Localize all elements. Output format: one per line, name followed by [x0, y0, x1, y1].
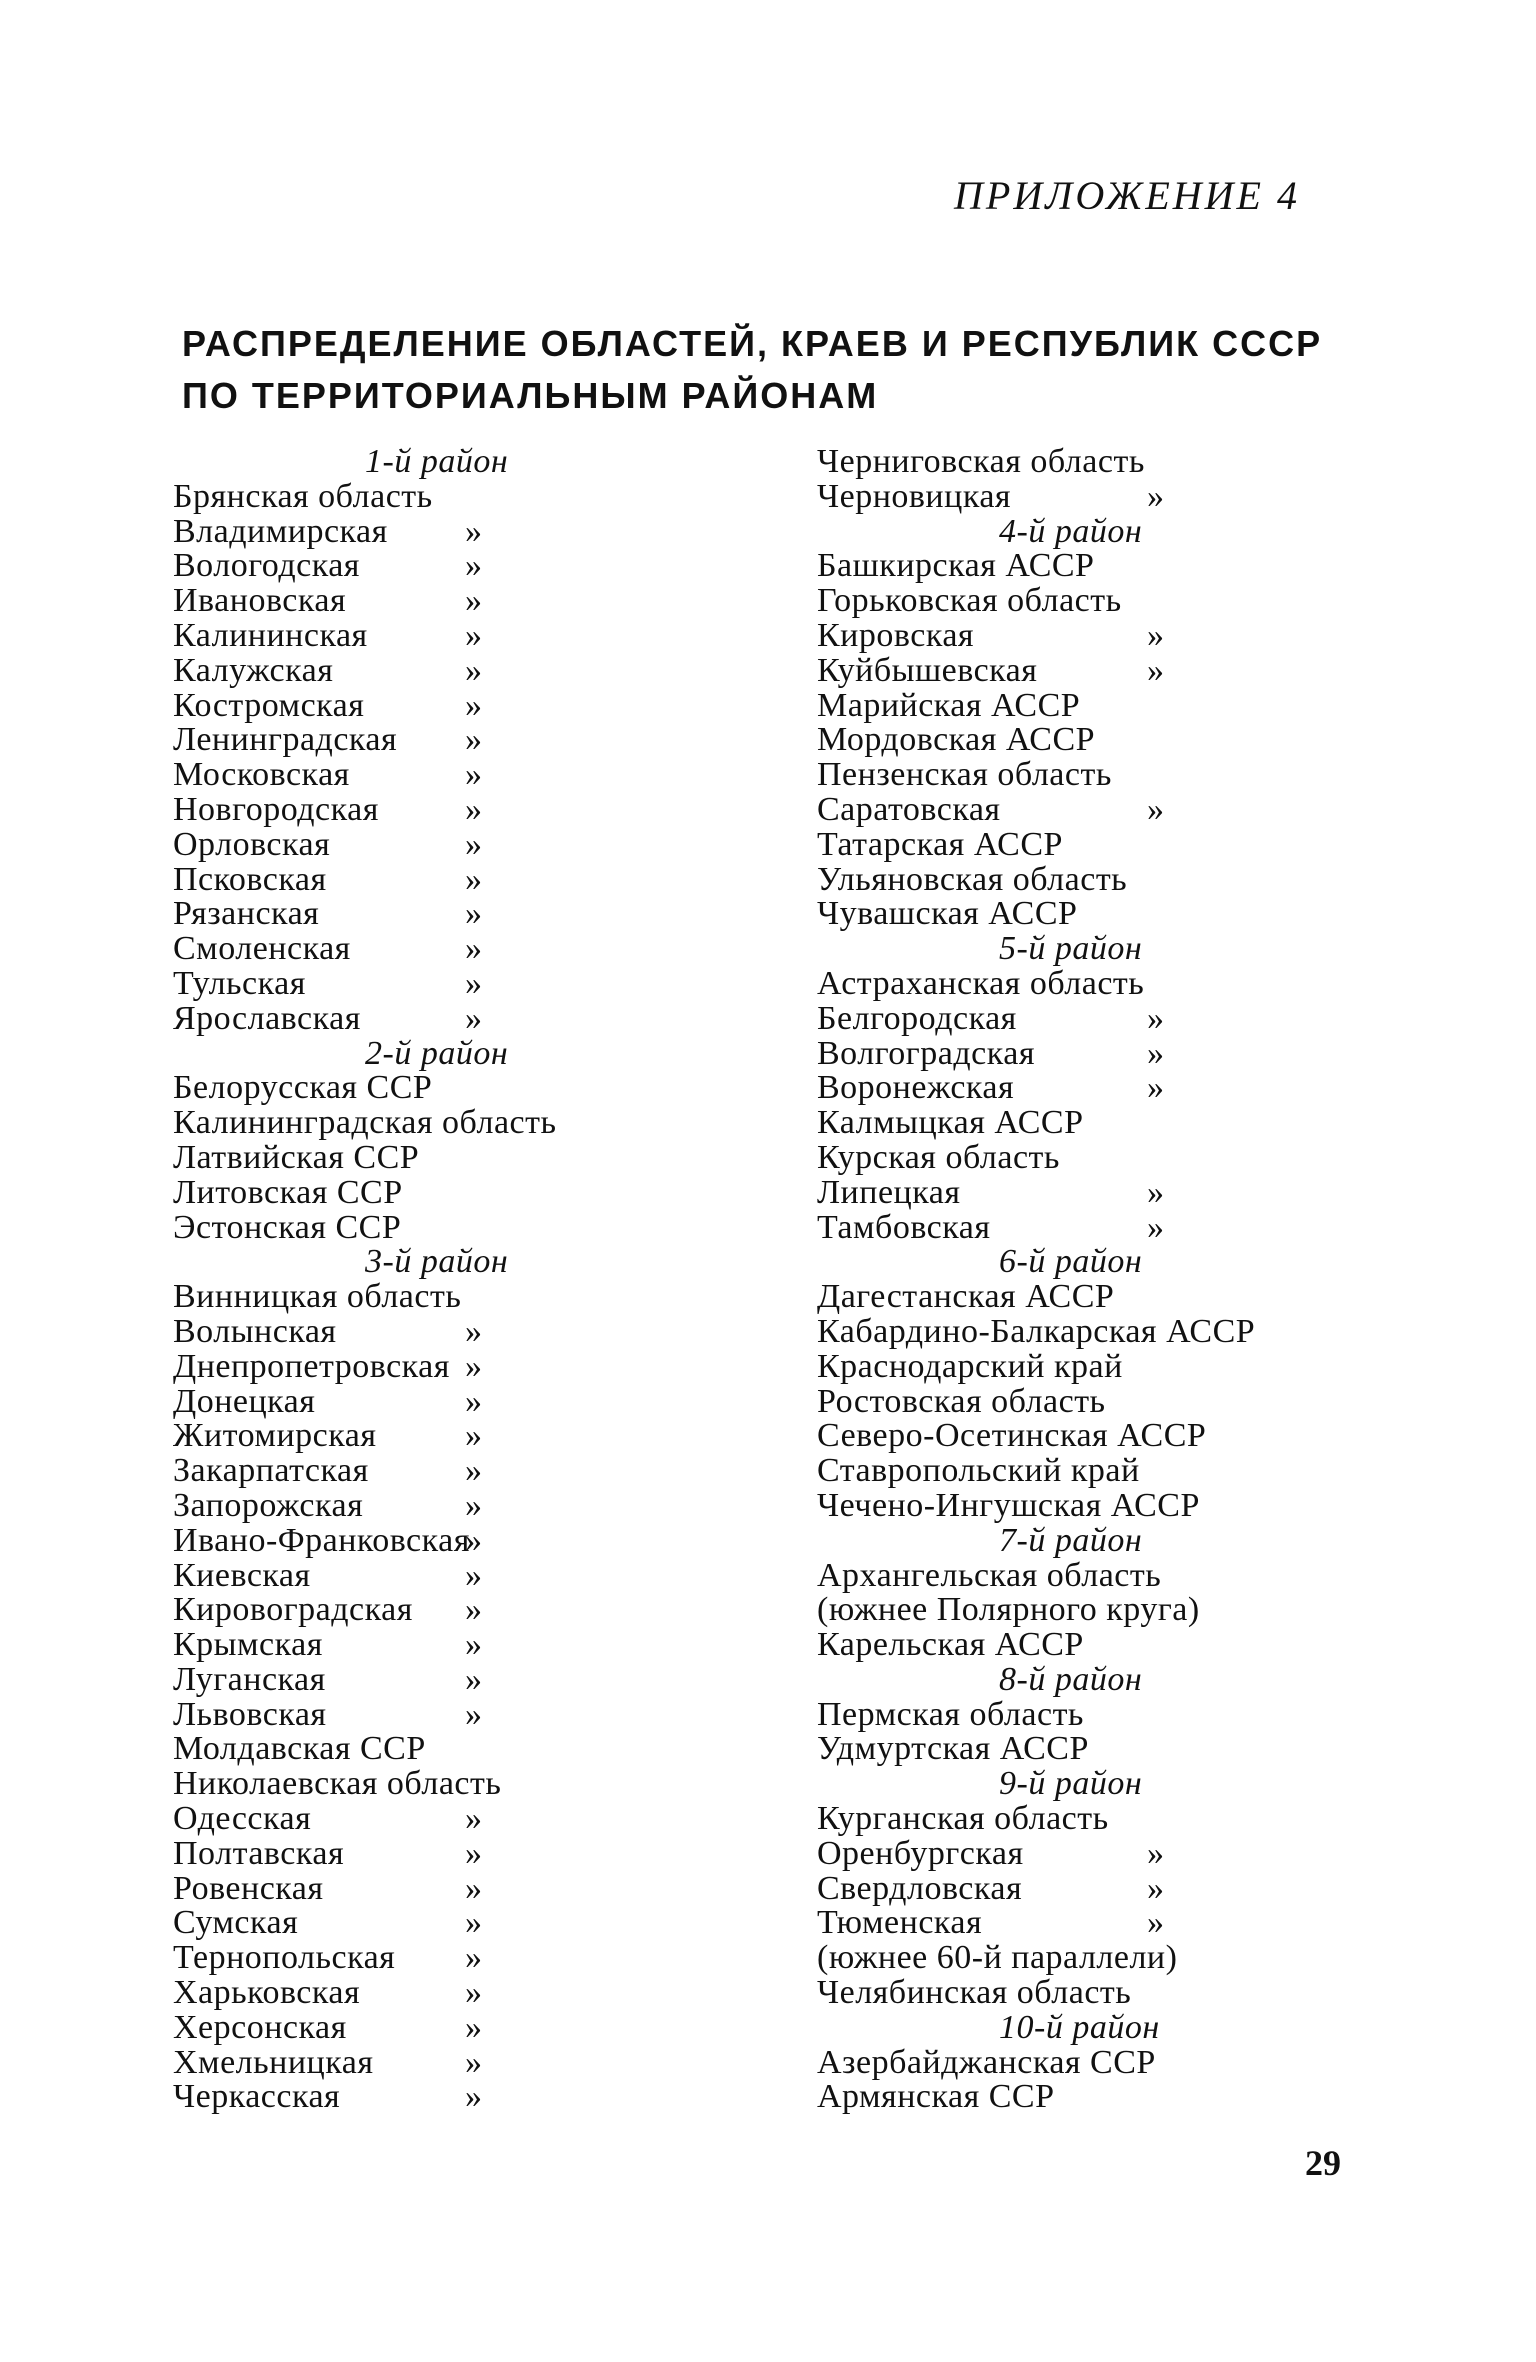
district-heading: 6-й район: [999, 1243, 1143, 1281]
ditto-mark: »: [465, 860, 483, 898]
region-row: [817, 686, 1377, 724]
region-row: [817, 1869, 1377, 1907]
district-heading: 1-й район: [365, 443, 509, 480]
region-row: [173, 1071, 633, 1106]
region-name: Сумская: [173, 1904, 299, 1942]
region-name: Кабардино-Балкарская АССР: [817, 1312, 1256, 1350]
district-heading-row: [173, 445, 633, 480]
region-name: Армянская ССР: [817, 2078, 1055, 2116]
region-row: [173, 549, 633, 584]
page-title: [182, 318, 1362, 422]
region-row: [817, 1208, 1377, 1246]
region-row: [817, 1106, 1377, 1141]
region-name: Черкасская: [173, 2078, 341, 2116]
region-name: Латвийская ССР: [173, 1138, 420, 1176]
district-heading: 10-й район: [999, 2008, 1160, 2046]
district-heading-row: [817, 1767, 1377, 1802]
region-row: [817, 549, 1377, 584]
region-name: Новгородская: [173, 790, 379, 828]
region-row: [817, 445, 1377, 480]
region-name: Днепропетровская: [173, 1347, 450, 1385]
region-name: Смоленская: [173, 930, 351, 968]
region-name: Вологодская: [173, 547, 360, 585]
region-name: Тернопольская: [173, 1939, 396, 1977]
ditto-mark: »: [465, 1660, 483, 1698]
region-row: [173, 2008, 633, 2046]
region-row: [817, 1732, 1377, 1767]
district-heading-row: [817, 512, 1377, 550]
ditto-mark: »: [465, 616, 483, 654]
region-name: Николаевская область: [173, 1765, 502, 1803]
region-name: Оренбургская: [817, 1834, 1024, 1872]
ditto-mark: »: [465, 1312, 483, 1350]
region-row: [817, 616, 1377, 654]
ditto-mark: »: [1147, 651, 1165, 689]
region-name: Львовская: [173, 1695, 327, 1733]
ditto-mark: »: [465, 1486, 483, 1524]
page-title-line-2: ПО ТЕРРИТОРИАЛЬНЫМ РАЙОНАМ: [182, 375, 879, 416]
region-name: Куйбышевская: [817, 651, 1038, 689]
region-row: [173, 1382, 633, 1420]
region-row: [817, 1071, 1377, 1106]
ditto-mark: »: [465, 1591, 483, 1629]
ditto-mark: »: [465, 651, 483, 689]
region-row: [817, 1976, 1377, 2011]
region-row: [817, 1138, 1377, 1176]
region-row: [173, 1419, 633, 1454]
ditto-mark: »: [465, 2078, 483, 2116]
region-row: [817, 1802, 1377, 1837]
region-name: Луганская: [173, 1660, 326, 1698]
ditto-mark: »: [465, 1556, 483, 1594]
region-name: Липецкая: [817, 1173, 961, 1211]
ditto-mark: »: [465, 1382, 483, 1420]
region-row: [817, 1419, 1377, 1454]
district-heading: 5-й район: [999, 930, 1143, 968]
region-name: Пермская область: [817, 1695, 1084, 1733]
region-row: [817, 1280, 1377, 1315]
district-heading: 8-й район: [999, 1660, 1143, 1698]
region-row: [173, 1280, 633, 1315]
region-row: [173, 758, 633, 793]
ditto-mark: »: [1147, 1208, 1165, 1246]
region-name: Чувашская АССР: [817, 895, 1078, 933]
region-name: Псковская: [173, 860, 327, 898]
ditto-mark: »: [465, 1695, 483, 1733]
ditto-mark: »: [465, 686, 483, 724]
region-row: [817, 1556, 1377, 1594]
region-row: [173, 1695, 633, 1733]
page-number: 29: [1305, 2143, 1341, 2183]
region-name: Татарская АССР: [817, 825, 1063, 863]
region-name: Саратовская: [817, 790, 1001, 828]
region-row: [173, 790, 633, 828]
region-row: [817, 790, 1377, 828]
region-row: [173, 723, 633, 758]
region-name: Крымская: [173, 1626, 323, 1664]
region-row: [817, 1628, 1377, 1663]
ditto-mark: »: [465, 1939, 483, 1977]
district-heading-row: [817, 1245, 1377, 1280]
region-name: Марийская АССР: [817, 686, 1081, 724]
region-row: [817, 1312, 1377, 1350]
region-row: [817, 1347, 1377, 1385]
region-name: Архангельская область: [817, 1556, 1162, 1594]
region-row: [817, 897, 1377, 932]
region-row: [173, 616, 633, 654]
region-row: [173, 584, 633, 619]
ditto-mark: »: [465, 2008, 483, 2046]
region-name: Белорусская ССР: [173, 1069, 433, 1107]
region-row: [817, 860, 1377, 898]
region-row: [173, 1660, 633, 1698]
region-row: [173, 1869, 633, 1907]
region-name: Киевская: [173, 1556, 311, 1594]
region-row: [817, 1382, 1377, 1420]
district-heading-row: [173, 1245, 633, 1280]
region-name: Закарпатская: [173, 1452, 369, 1490]
region-name: Донецкая: [173, 1382, 316, 1420]
region-row: [173, 1767, 633, 1802]
region-row: [173, 1732, 633, 1767]
ditto-mark: »: [465, 1974, 483, 2012]
region-row: [817, 825, 1377, 863]
district-heading-row: [817, 1660, 1377, 1698]
district-heading-row: [173, 1034, 633, 1072]
region-name: Одесская: [173, 1800, 312, 1838]
district-heading: 4-й район: [999, 512, 1143, 550]
district-heading-row: [817, 932, 1377, 967]
ditto-mark: »: [465, 1904, 483, 1942]
district-heading: 3-й район: [365, 1243, 509, 1281]
region-row: [173, 1976, 633, 2011]
region-name: Калининская: [173, 616, 368, 654]
region-name: Воронежская: [817, 1069, 1015, 1107]
region-name: Ивановская: [173, 582, 347, 620]
ditto-mark: »: [465, 999, 483, 1037]
region-row: [173, 2080, 633, 2115]
region-row: [817, 1941, 1377, 1976]
region-name: Кировоградская: [173, 1591, 413, 1629]
region-row: [173, 1556, 633, 1594]
region-row: [173, 1106, 633, 1141]
region-row: [817, 1695, 1377, 1733]
region-row: [173, 1312, 633, 1350]
region-row: [173, 1486, 633, 1524]
region-row: [817, 758, 1377, 793]
region-name: Ставропольский край: [817, 1452, 1140, 1490]
ditto-mark: »: [465, 790, 483, 828]
region-name: Молдавская ССР: [173, 1730, 426, 1768]
region-row: [173, 477, 633, 515]
region-name: Ярославская: [173, 999, 361, 1037]
ditto-mark: »: [465, 547, 483, 585]
region-name: Литовская ССР: [173, 1173, 403, 1211]
ditto-mark: »: [465, 825, 483, 863]
ditto-mark: »: [465, 721, 483, 759]
ditto-mark: »: [1147, 1069, 1165, 1107]
region-name: Волынская: [173, 1312, 337, 1350]
ditto-mark: »: [465, 895, 483, 933]
region-name: Мордовская АССР: [817, 721, 1096, 759]
region-name: Калининградская область: [173, 1104, 557, 1142]
region-row: [173, 2043, 633, 2081]
region-row: [817, 1034, 1377, 1072]
ditto-mark: »: [465, 964, 483, 1002]
region-row: [817, 1906, 1377, 1941]
region-row: [817, 1593, 1377, 1628]
ditto-mark: »: [1147, 1869, 1165, 1907]
region-row: [173, 932, 633, 967]
region-row: [173, 686, 633, 724]
region-name: Ивано-Франковская: [173, 1521, 470, 1559]
ditto-mark: »: [465, 1834, 483, 1872]
region-name: Белгородская: [817, 999, 1017, 1037]
region-row: [817, 723, 1377, 758]
ditto-mark: »: [1147, 616, 1165, 654]
ditto-mark: »: [1147, 1834, 1165, 1872]
region-name: Тюменская: [817, 1904, 983, 1942]
region-row: [173, 1138, 633, 1176]
region-name: Башкирская АССР: [817, 547, 1095, 585]
region-row: [817, 477, 1377, 515]
region-name: Ульяновская область: [817, 860, 1128, 898]
ditto-mark: »: [465, 1347, 483, 1385]
region-row: [173, 1906, 633, 1941]
region-name: Черниговская область: [817, 443, 1145, 480]
region-row: [173, 1593, 633, 1628]
region-row: [173, 1941, 633, 1976]
region-row: [173, 1173, 633, 1211]
region-row: [173, 512, 633, 550]
appendix-label: ПРИЛОЖЕНИЕ 4: [954, 173, 1300, 218]
left-column: [173, 445, 633, 2115]
page-title-line-1: РАСПРЕДЕЛЕНИЕ ОБЛАСТЕЙ, КРАЕВ И РЕСПУБЛИК СССР: [182, 323, 1323, 364]
ditto-mark: »: [465, 1521, 483, 1559]
region-name: Свердловская: [817, 1869, 1023, 1907]
region-name: Хмельницкая: [173, 2043, 374, 2081]
region-row: [173, 964, 633, 1002]
ditto-mark: »: [1147, 999, 1165, 1037]
region-name: Ростовская область: [817, 1382, 1106, 1420]
region-name: Харьковская: [173, 1974, 361, 2012]
ditto-mark: »: [1147, 1904, 1165, 1942]
region-name: Брянская область: [173, 477, 433, 515]
region-row: [173, 1628, 633, 1663]
region-row: [173, 860, 633, 898]
region-name: Челябинская область: [817, 1974, 1132, 2012]
region-row: [817, 651, 1377, 689]
region-row: [173, 1834, 633, 1872]
region-row: [173, 1208, 633, 1246]
ditto-mark: »: [1147, 1034, 1165, 1072]
ditto-mark: »: [465, 1800, 483, 1838]
ditto-mark: »: [465, 1417, 483, 1455]
region-row: [173, 1347, 633, 1385]
region-name: Тамбовская: [817, 1208, 991, 1246]
region-name: (южнее 60-й параллели): [817, 1939, 1178, 1977]
ditto-mark: »: [465, 1869, 483, 1907]
region-name: Эстонская ССР: [173, 1208, 402, 1246]
district-heading: 9-й район: [999, 1765, 1143, 1803]
region-name: Ленинградская: [173, 721, 398, 759]
region-name: Курская область: [817, 1138, 1060, 1176]
region-name: Чечено-Ингушская АССР: [817, 1486, 1200, 1524]
region-name: Астраханская область: [817, 964, 1145, 1002]
region-name: Краснодарский край: [817, 1347, 1123, 1385]
region-name: Карельская АССР: [817, 1626, 1084, 1664]
region-row: [817, 1173, 1377, 1211]
district-heading-row: [817, 1521, 1377, 1559]
right-column: [817, 445, 1377, 2115]
region-name: Орловская: [173, 825, 331, 863]
region-name: Кировская: [817, 616, 975, 654]
region-name: Рязанская: [173, 895, 320, 933]
district-heading: 2-й район: [365, 1034, 509, 1072]
region-row: [817, 2043, 1377, 2081]
district-heading-row: [817, 2008, 1377, 2046]
region-row: [173, 825, 633, 863]
region-name: Горьковская область: [817, 582, 1122, 620]
district-heading: 7-й район: [999, 1521, 1143, 1559]
region-name: Азербайджанская ССР: [817, 2043, 1156, 2081]
region-name: Ровенская: [173, 1869, 324, 1907]
region-row: [173, 999, 633, 1037]
ditto-mark: »: [465, 930, 483, 968]
ditto-mark: »: [465, 582, 483, 620]
region-name: Костромская: [173, 686, 365, 724]
region-row: [173, 897, 633, 932]
region-name: Курганская область: [817, 1800, 1109, 1838]
ditto-mark: »: [465, 756, 483, 794]
region-name: Владимирская: [173, 512, 388, 550]
region-name: (южнее Полярного круга): [817, 1591, 1200, 1629]
region-row: [817, 2080, 1377, 2115]
region-name: Волгоградская: [817, 1034, 1035, 1072]
region-name: Московская: [173, 756, 350, 794]
ditto-mark: »: [1147, 790, 1165, 828]
region-name: Житомирская: [173, 1417, 377, 1455]
ditto-mark: »: [1147, 477, 1165, 515]
region-row: [173, 1454, 633, 1489]
region-row: [173, 1802, 633, 1837]
region-row: [173, 651, 633, 689]
region-name: Северо-Осетинская АССР: [817, 1417, 1207, 1455]
ditto-mark: »: [465, 2043, 483, 2081]
region-name: Винницкая область: [173, 1278, 462, 1316]
region-row: [817, 999, 1377, 1037]
region-name: Запорожская: [173, 1486, 364, 1524]
ditto-mark: »: [465, 1626, 483, 1664]
ditto-mark: »: [1147, 1173, 1165, 1211]
region-name: Дагестанская АССР: [817, 1278, 1115, 1316]
region-name: Херсонская: [173, 2008, 347, 2046]
region-row: [817, 1834, 1377, 1872]
region-row: [817, 1486, 1377, 1524]
ditto-mark: »: [465, 1452, 483, 1490]
region-name: Калмыцкая АССР: [817, 1104, 1084, 1142]
region-name: Калужская: [173, 651, 334, 689]
region-row: [173, 1521, 633, 1559]
region-row: [817, 1454, 1377, 1489]
region-row: [817, 584, 1377, 619]
region-name: Удмуртская АССР: [817, 1730, 1089, 1768]
region-name: Полтавская: [173, 1834, 345, 1872]
region-name: Пензенская область: [817, 756, 1112, 794]
region-name: Черновицкая: [817, 477, 1012, 515]
region-name: Тульская: [173, 964, 306, 1002]
ditto-mark: »: [465, 512, 483, 550]
region-row: [817, 964, 1377, 1002]
